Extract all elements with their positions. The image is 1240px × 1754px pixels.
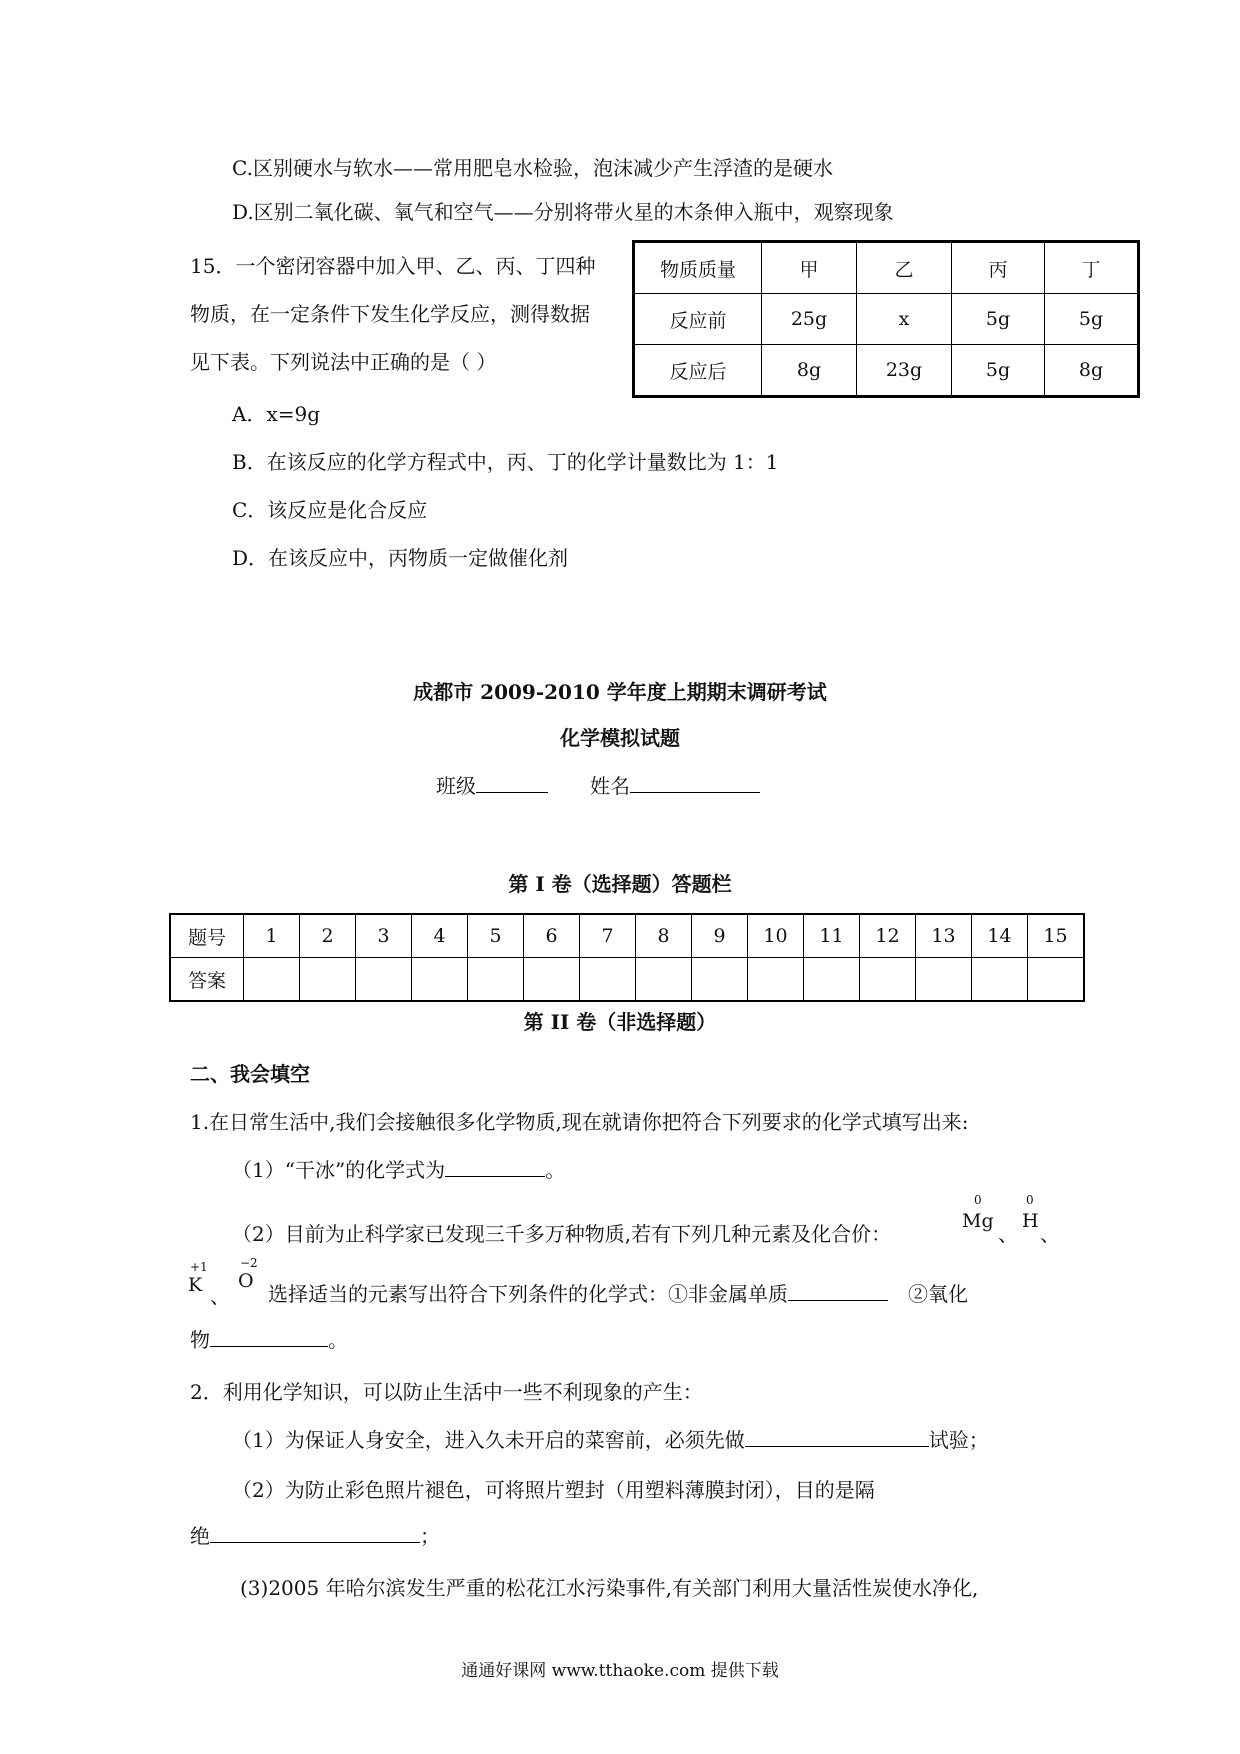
question-number: 7 xyxy=(580,914,636,958)
q1-part2-end xyxy=(190,1324,348,1353)
class-label: 班级 xyxy=(436,774,476,798)
q2-part1-blank[interactable] xyxy=(745,1426,929,1447)
question-number: 3 xyxy=(356,914,412,958)
element-o: O xyxy=(238,1270,254,1292)
q1-part1 xyxy=(232,1154,565,1183)
question-number: 1 xyxy=(244,914,300,958)
element-h-symbol: H xyxy=(1022,1210,1039,1232)
answer-cell[interactable] xyxy=(300,958,356,1002)
q2-part3-text: (3)2005 年哈尔滨发生严重的松花江水污染事件,有关部门利用大量活性炭使水净化, xyxy=(240,1576,979,1600)
question-number: 15 xyxy=(1028,914,1085,958)
answer-cell[interactable] xyxy=(972,958,1028,1002)
q15-option-a: A．x=9g xyxy=(232,402,321,426)
answer-cell[interactable] xyxy=(580,958,636,1002)
q1-oxide-label-end: 物 xyxy=(190,1328,210,1352)
q1-part1-blank[interactable] xyxy=(445,1156,545,1177)
q2-stem: 2．利用化学知识，可以防止生活中一些不利现象的产生： xyxy=(190,1380,703,1404)
question-number: 6 xyxy=(524,914,580,958)
question-number: 13 xyxy=(916,914,972,958)
question-number: 9 xyxy=(692,914,748,958)
q1-stem: 1.在日常生活中,我们会接触很多化学物质,现在就请你把符合下列要求的化学式填写出来: xyxy=(190,1110,969,1134)
table-cell: 乙 xyxy=(857,242,952,294)
question-number: 4 xyxy=(412,914,468,958)
table-cell: 25g xyxy=(762,294,857,345)
q1-part2-cont xyxy=(268,1278,968,1307)
table-row xyxy=(634,242,1139,294)
answer-cell[interactable] xyxy=(860,958,916,1002)
element-mg-symbol: Mg xyxy=(962,1210,994,1232)
element-k-valence: +1 xyxy=(190,1260,208,1274)
answer-cell[interactable] xyxy=(748,958,804,1002)
table-cell: 丁 xyxy=(1045,242,1139,294)
answer-cell[interactable] xyxy=(804,958,860,1002)
table-cell: 8g xyxy=(1045,345,1139,397)
table-cell: 8g xyxy=(762,345,857,397)
class-blank[interactable] xyxy=(476,772,548,793)
q1-part2-cont-text: 选择适当的元素写出符合下列条件的化学式：①非金属单质 xyxy=(268,1282,788,1306)
answer-cell[interactable] xyxy=(356,958,412,1002)
q1-part1-text: （1）“干冰”的化学式为 xyxy=(232,1158,446,1182)
q15-data-table xyxy=(632,240,1140,398)
exam-title: 成都市 2009-2010 学年度上期期末调研考试 xyxy=(413,680,827,704)
question-number: 2 xyxy=(300,914,356,958)
separator: 、 xyxy=(1040,1222,1060,1246)
separator: 、 xyxy=(998,1222,1018,1246)
table-cell: x xyxy=(857,294,952,345)
q15-option-b: B．在该反应的化学方程式中，丙、丁的化学计量数比为 1：1 xyxy=(232,450,779,474)
class-field xyxy=(436,770,548,799)
q2-part1-end: 试验； xyxy=(928,1428,989,1452)
name-field xyxy=(590,770,760,799)
part1-title: 第 I 卷（选择题）答题栏 xyxy=(508,872,732,896)
row-label: 答案 xyxy=(170,958,244,1002)
q2-part2-cont-text: 绝 xyxy=(190,1524,210,1548)
table-cell: 甲 xyxy=(762,242,857,294)
q15-option-d: D．在该反应中，丙物质一定做催化剂 xyxy=(232,546,569,570)
q1-oxide-label: ②氧化 xyxy=(908,1282,968,1306)
answer-table xyxy=(169,913,1085,1002)
q2-part2-cont xyxy=(190,1520,440,1549)
question-number: 10 xyxy=(748,914,804,958)
table-row xyxy=(634,294,1139,345)
table-cell: 丙 xyxy=(952,242,1045,294)
element-h xyxy=(1022,1210,1039,1232)
q2-part1-text: （1）为保证人身安全，进入久未开启的菜窖前，必须先做 xyxy=(232,1428,745,1452)
question-number: 12 xyxy=(860,914,916,958)
q15-stem-line1: 15．一个密闭容器中加入甲、乙、丙、丁四种 xyxy=(190,254,596,278)
page-footer: 通通好课网 www.tthaoke.com 提供下载 xyxy=(461,1661,779,1681)
question-number: 14 xyxy=(972,914,1028,958)
question-number: 8 xyxy=(636,914,692,958)
answer-cell[interactable] xyxy=(244,958,300,1002)
table-row xyxy=(170,914,1084,958)
q1-oxide-blank[interactable] xyxy=(210,1326,328,1347)
q1-part2-text: （2）目前为止科学家已发现三千多万种物质,若有下列几种元素及化合价： xyxy=(232,1222,892,1246)
answer-cell[interactable] xyxy=(412,958,468,1002)
table-cell: 5g xyxy=(952,345,1045,397)
element-h-valence: 0 xyxy=(1026,1193,1034,1207)
table-cell: 反应后 xyxy=(634,345,762,397)
table-row xyxy=(170,958,1084,1002)
element-mg-valence: 0 xyxy=(974,1193,982,1207)
table-cell: 反应前 xyxy=(634,294,762,345)
question-number: 11 xyxy=(804,914,860,958)
table-cell: 5g xyxy=(1045,294,1139,345)
table-cell: 5g xyxy=(952,294,1045,345)
name-blank[interactable] xyxy=(630,772,760,793)
row-label: 题号 xyxy=(170,914,244,958)
option-c-prev: C.区别硬水与软水——常用肥皂水检验，泡沫减少产生浮渣的是硬水 xyxy=(232,156,833,180)
question-number: 5 xyxy=(468,914,524,958)
element-k: K xyxy=(188,1274,203,1296)
q2-part2-blank[interactable] xyxy=(210,1522,420,1543)
q15-stem-line3: 见下表。下列说法中正确的是（ ） xyxy=(190,350,497,374)
table-cell: 物质质量 xyxy=(634,242,762,294)
name-label: 姓名 xyxy=(590,774,630,798)
q2-part1 xyxy=(232,1424,989,1453)
option-d-prev: D.区别二氧化碳、氧气和空气——分别将带火星的木条伸入瓶中，观察现象 xyxy=(232,200,894,224)
q1-part1-end: 。 xyxy=(545,1158,566,1182)
answer-cell[interactable] xyxy=(468,958,524,1002)
answer-cell[interactable] xyxy=(1028,958,1085,1002)
q15-option-c: C．该反应是化合反应 xyxy=(232,498,428,522)
exam-subtitle: 化学模拟试题 xyxy=(560,726,680,750)
separator: 、 xyxy=(210,1284,230,1308)
answer-cell[interactable] xyxy=(692,958,748,1002)
answer-cell[interactable] xyxy=(636,958,692,1002)
element-o-valence: −2 xyxy=(240,1256,258,1270)
q2-part2-end: ； xyxy=(420,1524,440,1548)
q1-part2-period: 。 xyxy=(328,1328,348,1352)
table-row xyxy=(634,345,1139,397)
table-cell: 23g xyxy=(857,345,952,397)
part2-title: 第 II 卷（非选择题） xyxy=(523,1010,717,1034)
q1-nonmetal-blank[interactable] xyxy=(788,1280,888,1301)
answer-cell[interactable] xyxy=(524,958,580,1002)
q2-part2-text: （2）为防止彩色照片褪色，可将照片塑封（用塑料薄膜封闭），目的是隔 xyxy=(232,1478,875,1502)
section2-title: 二、我会填空 xyxy=(190,1062,310,1086)
answer-cell[interactable] xyxy=(916,958,972,1002)
element-mg xyxy=(962,1210,994,1232)
q15-stem-line2: 物质，在一定条件下发生化学反应，测得数据 xyxy=(190,302,590,326)
